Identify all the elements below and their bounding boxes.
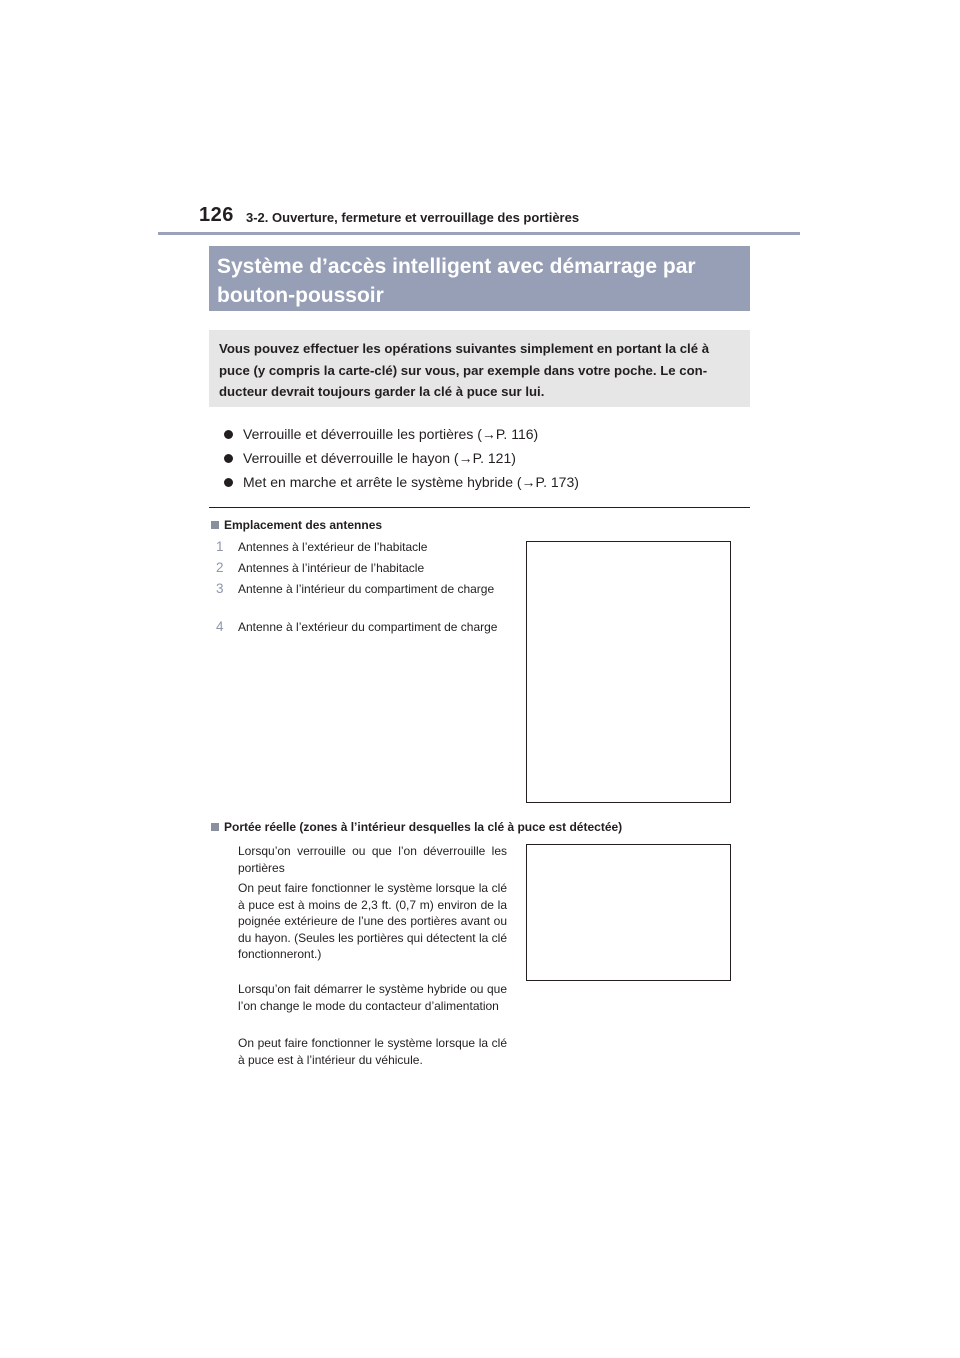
range-paragraph: On peut faire fonctionner le système lorsque la clé à puce est à l’intérieur du véhicule. — [238, 1036, 507, 1067]
item-number: 1 — [216, 539, 224, 554]
bullet-text: Verrouille et déverrouille le hayon (→P. 121) — [243, 450, 516, 466]
bullet-item — [224, 474, 579, 490]
item-number: 3 — [216, 581, 224, 596]
section-title-box — [209, 246, 750, 311]
antennas-heading — [211, 518, 382, 532]
intro-line-1: Vous pouvez effectuer les opérations suivantes simplement en portant la clé à — [219, 341, 710, 356]
square-bullet-icon — [211, 521, 219, 529]
bullet-dot-icon — [224, 454, 233, 463]
bullet-dot-icon — [224, 478, 233, 487]
item-number: 4 — [216, 619, 224, 634]
intro-line-3: ducteur devrait toujours garder la clé à puce sur lui. — [219, 384, 545, 399]
bullet-text: Met en marche et arrête le système hybride (→P. 173) — [243, 474, 579, 490]
antennas-heading-text: Emplacement des antennes — [224, 518, 383, 532]
antenna-location-figure — [526, 541, 731, 803]
bullet-text: Verrouille et déverrouille les portières (→P. 116) — [243, 426, 539, 442]
item-text: Antennes à l’intérieur de l’habitacle — [238, 561, 425, 575]
detection-range-figure — [526, 844, 731, 981]
range-heading — [211, 820, 622, 834]
range-paragraph: Lorsqu’on fait démarrer le système hybride ou que l’on change le mode du contacteur d’alimentation — [238, 982, 507, 1013]
item-number: 2 — [216, 560, 224, 575]
section-title-line-1: Système d’accès intelligent avec démarrage par — [217, 255, 696, 278]
antenna-list-item — [216, 619, 508, 635]
antenna-list-item — [216, 539, 508, 555]
square-bullet-icon — [211, 823, 219, 831]
intro-line-2: puce (y compris la carte-clé) sur vous, par exemple dans votre poche. Le con- — [219, 362, 708, 378]
item-text: Antennes à l’extérieur de l’habitacle — [238, 540, 428, 554]
bullet-dot-icon — [224, 430, 233, 439]
section-title-line-2: bouton-poussoir — [217, 284, 384, 307]
section-rule — [209, 507, 750, 508]
antenna-list-item — [216, 581, 508, 597]
antenna-list-item — [216, 560, 508, 576]
range-paragraph: Lorsqu’on verrouille ou que l’on déverrouille les portières — [238, 844, 507, 875]
chapter-title: 3-2. Ouverture, fermeture et verrouillage des portières — [246, 210, 580, 225]
header-rule — [158, 232, 800, 235]
page-number: 126 — [199, 204, 234, 226]
item-text: Antenne à l’extérieur du compartiment de charge — [238, 620, 498, 634]
range-heading-text: Portée réelle (zones à l’intérieur desquelles la clé à puce est détectée) — [224, 820, 623, 834]
bullet-item — [224, 426, 538, 442]
intro-box — [209, 330, 750, 407]
range-paragraph: On peut faire fonctionner le système lorsque la clé à puce est à moins de 2,3 ft. (0,7 m) environ de la poignée extérieure de l’une des portières avant ou du hayon. (Seules les portières qui détectent la clé fonctionneront.) — [238, 881, 507, 961]
item-text: Antenne à l’intérieur du compartiment de charge — [238, 582, 495, 596]
bullet-item — [224, 450, 516, 466]
